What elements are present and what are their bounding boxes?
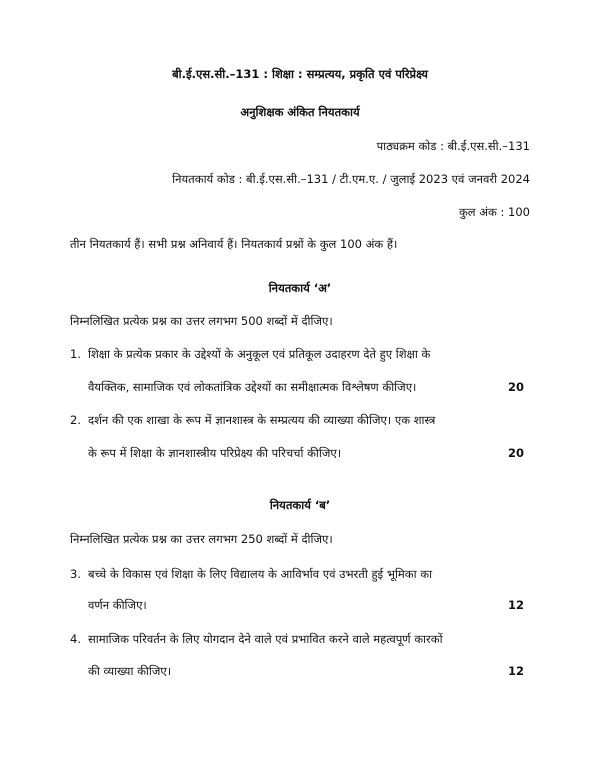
intro-text: तीन नियतकार्य हैं। सभी प्रश्न अनिवार्य हैं। नियतकार्य प्रश्नों के कुल 100 अंक हैं। [70, 237, 398, 251]
assignment-code: नियतकार्य कोड : बी.ई.एस.सी.–131 / टी.एम.ए. / जुलाई 2023 एवं जनवरी 2024 [172, 172, 530, 186]
section-b-instruction: निम्नलिखित प्रत्येक प्रश्न का उत्तर लगभग 250 शब्दों में दीजिए। [70, 532, 333, 546]
question-line: शिक्षा के प्रत्येक प्रकार के उद्देश्यों के अनुकूल एवं प्रतिकूल उदाहरण देते हुए शिक्षा के [88, 347, 431, 361]
section-a-title: नियतकार्य ‘अ’ [268, 281, 332, 295]
course-title: बी.ई.एस.सी.–131 : शिक्षा : सम्प्रत्यय, प्रकृति एवं परिप्रेक्ष्य [172, 67, 428, 81]
question-line: दर्शन की एक शाखा के रूप में ज्ञानशास्त्र के सम्प्रत्यय की व्याख्या कीजिए। एक शास्त्र [88, 413, 436, 427]
question-line: वर्णन कीजिए। [88, 598, 147, 612]
question-line: के रूप में शिक्षा के ज्ञानशास्त्रीय परिप्रेक्ष्य की परिचर्चा कीजिए। [88, 446, 342, 460]
question-line: बच्चे के विकास एवं शिक्षा के लिए विद्यालय के आविर्भाव एवं उभरती हुई भूमिका का [88, 567, 433, 581]
course-code: पाठ्यक्रम कोड : बी.ई.एस.सी.–131 [376, 139, 530, 153]
assignment-type-heading: अनुशिक्षक अंकित नियतकार्य [240, 105, 360, 119]
question-marks: 20 [507, 380, 524, 394]
question-number: 2. [70, 413, 81, 427]
question-number: 3. [70, 567, 81, 581]
section-b-title: नियतकार्य ‘ब’ [269, 498, 331, 512]
question-marks: 12 [507, 598, 524, 612]
section-a-instruction: निम्नलिखित प्रत्येक प्रश्न का उत्तर लगभग 500 शब्दों में दीजिए। [70, 314, 333, 328]
question-line: सामाजिक परिवर्तन के लिए योगदान देने वाले एवं प्रभावित करने वाले महत्वपूर्ण कारकों [88, 632, 443, 646]
question-marks: 12 [507, 664, 524, 678]
total-marks: कुल अंक : 100 [458, 205, 530, 219]
question-line: वैयक्तिक, सामाजिक एवं लोकतांत्रिक उद्देश्यों का समीक्षात्मक विश्लेषण कीजिए। [88, 380, 417, 394]
question-marks: 20 [507, 446, 524, 460]
question-line: की व्याख्या कीजिए। [88, 664, 172, 678]
question-number: 1. [70, 347, 81, 361]
question-number: 4. [70, 632, 81, 646]
